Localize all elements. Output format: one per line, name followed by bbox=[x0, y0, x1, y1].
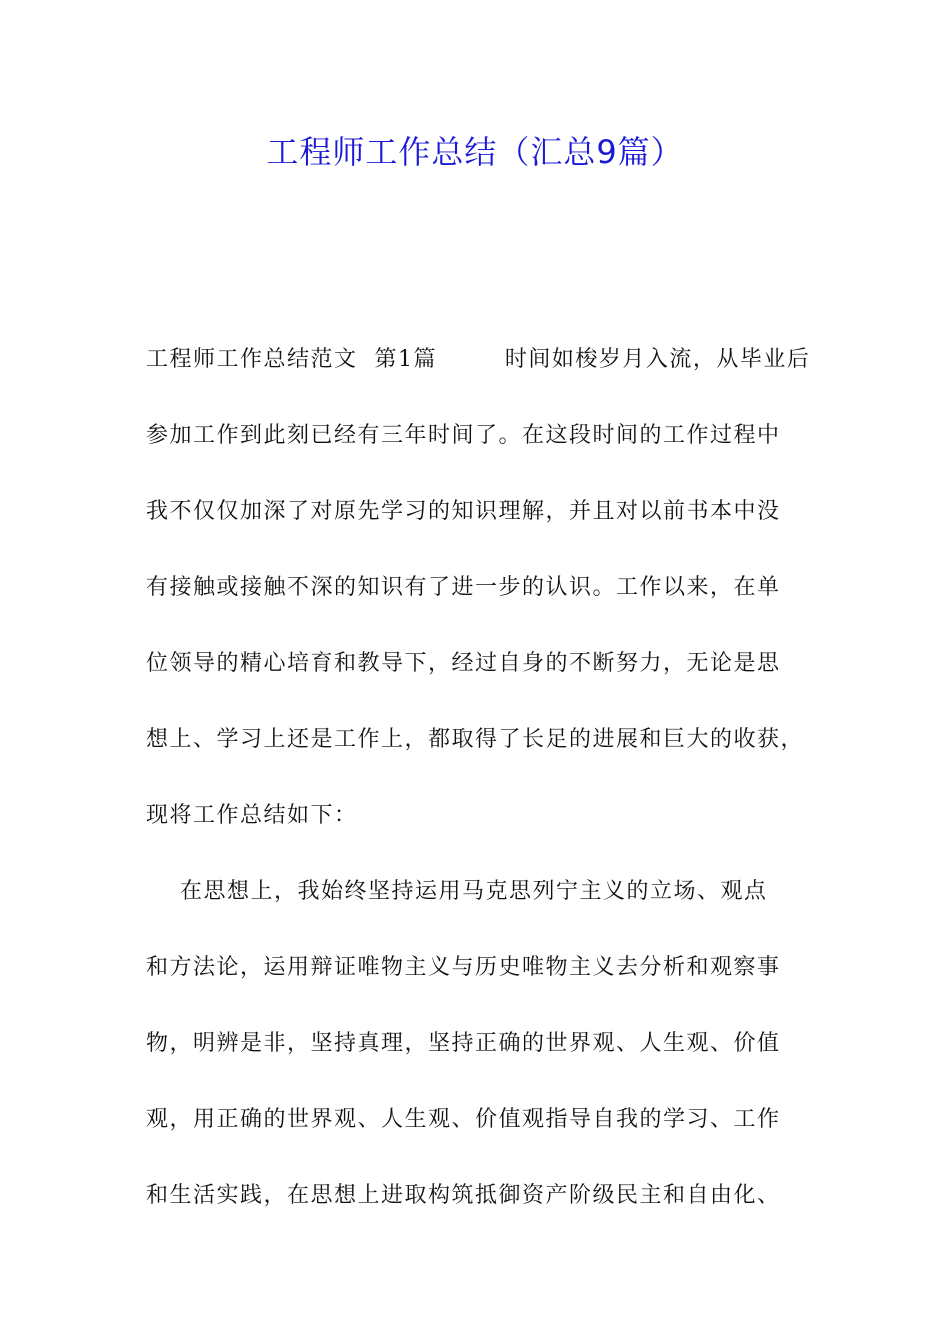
body-line: 我不仅仅加深了对原先学习的知识理解，并且对以前书本中没 bbox=[146, 499, 781, 524]
body-line: 参加工作到此刻已经有三年时间了。在这段时间的工作过程中 bbox=[146, 423, 781, 448]
body-line: 和方法论，运用辩证唯物主义与历史唯物主义去分析和观察事 bbox=[146, 955, 781, 980]
body-line: 工程师工作总结范文 第1篇 时间如梭岁月入流，从毕业后 bbox=[146, 347, 811, 372]
document-title: 工程师工作总结（汇总9篇） bbox=[266, 133, 684, 171]
body-line: 在思想上，我始终坚持运用马克思列宁主义的立场、观点 bbox=[146, 879, 768, 904]
body-line: 位领导的精心培育和教导下，经过自身的不断努力，无论是思 bbox=[146, 651, 781, 676]
body-line: 现将工作总结如下： bbox=[146, 803, 358, 828]
body-line: 和生活实践，在思想上进取构筑抵御资产阶级民主和自由化、 bbox=[146, 1183, 781, 1208]
body-line: 物，明辨是非，坚持真理，坚持正确的世界观、人生观、价值 bbox=[146, 1031, 781, 1056]
body-line: 想上、学习上还是工作上，都取得了长足的进展和巨大的收获， bbox=[146, 727, 805, 752]
body-line: 有接触或接触不深的知识有了进一步的认识。工作以来，在单 bbox=[146, 575, 781, 600]
document-body bbox=[146, 335, 846, 1247]
body-line: 观，用正确的世界观、人生观、价值观指导自我的学习、工作 bbox=[146, 1107, 781, 1132]
